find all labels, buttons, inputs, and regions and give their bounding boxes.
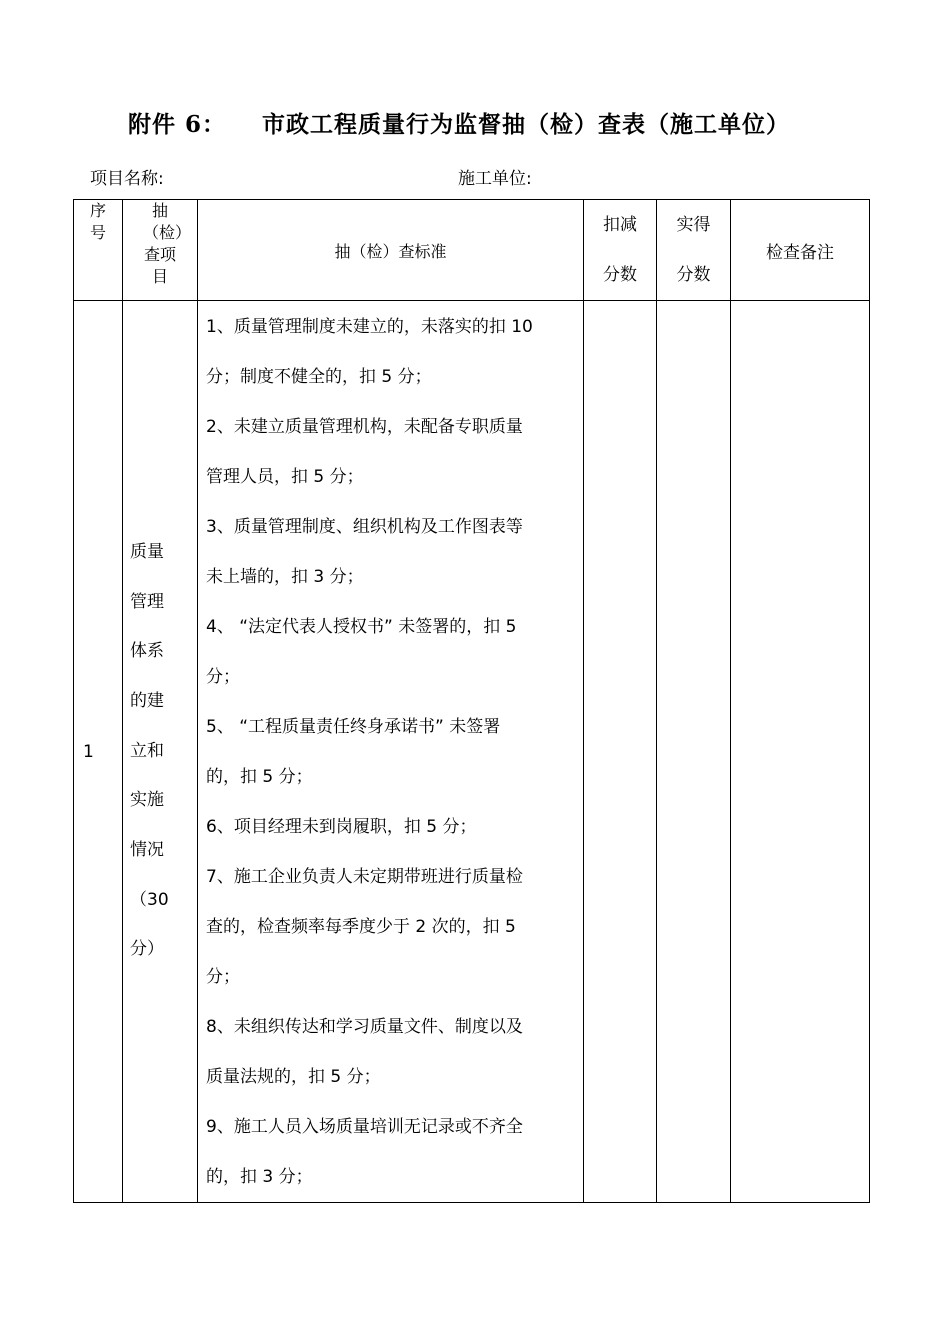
project-name-label: 项目名称:: [90, 169, 164, 189]
standard-line: 3、质量管理制度、组织机构及工作图表等: [206, 517, 523, 537]
attachment-number: 附件 6：: [128, 111, 227, 138]
standard-line: 1、质量管理制度未建立的，未落实的扣 10: [206, 317, 533, 337]
construction-unit-label: 施工单位:: [458, 169, 532, 189]
table-header-row: [74, 200, 870, 301]
standard-line: 5、 “工程质量责任终身承诺书” 未签署: [206, 717, 501, 737]
standard-line: 管理人员，扣 5 分；: [206, 467, 364, 487]
row-actual-cell[interactable]: [657, 301, 731, 1203]
standard-line: 的，扣 3 分；: [206, 1167, 313, 1187]
standard-line: 9、施工人员入场质量培训无记录或不齐全: [206, 1117, 523, 1137]
standard-line: 8、未组织传达和学习质量文件、制度以及: [206, 1017, 523, 1037]
header-seq: 序号: [74, 200, 123, 301]
standard-line: 分；制度不健全的，扣 5 分；: [206, 367, 432, 387]
table-row: [74, 301, 870, 1203]
standard-line: 分；: [206, 667, 240, 687]
standard-line: 的，扣 5 分；: [206, 767, 313, 787]
page-title: 市政工程质量行为监督抽（检）查表（施工单位）: [262, 111, 790, 138]
document-title: [0, 106, 950, 146]
standard-lines: [206, 301, 575, 1202]
header-deduct: 扣减分数: [584, 200, 657, 301]
standard-line: 查的，检查频率每季度少于 2 次的，扣 5: [206, 917, 516, 937]
row-item-text: 质量管理体系的建立和实施情况（30分）: [130, 541, 169, 960]
header-standard: 抽（检）查标准: [198, 200, 584, 301]
header-remarks: 检查备注: [731, 200, 870, 301]
header-actual: 实得分数: [657, 200, 731, 301]
standard-line: 未上墙的，扣 3 分；: [206, 567, 364, 587]
standard-line: 分；: [206, 967, 240, 987]
row-standard: [198, 301, 584, 1203]
standard-line: 4、 “法定代表人授权书” 未签署的，扣 5: [206, 617, 517, 637]
standard-line: 质量法规的，扣 5 分；: [206, 1067, 381, 1087]
row-item: [123, 301, 198, 1203]
standard-line: 2、未建立质量管理机构，未配备专职质量: [206, 417, 523, 437]
standard-line: 7、施工企业负责人未定期带班进行质量检: [206, 867, 523, 887]
inspection-table: [73, 199, 870, 1203]
header-item: 抽（检）查项目: [123, 200, 198, 301]
standard-line: 6、项目经理未到岗履职，扣 5 分；: [206, 817, 477, 837]
row-deduct-cell[interactable]: [584, 301, 657, 1203]
row-remarks-cell[interactable]: [731, 301, 870, 1203]
row-seq: 1: [74, 301, 123, 1203]
